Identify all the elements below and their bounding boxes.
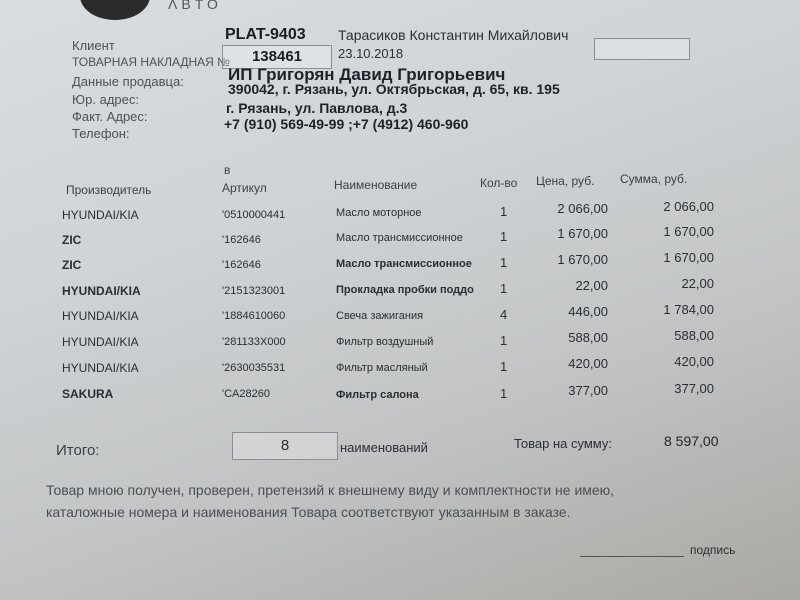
cell-qty: 1	[500, 386, 508, 401]
cell-manufacturer: HYUNDAI/KIA	[62, 335, 139, 349]
cell-sum: 1 784,00	[663, 302, 714, 317]
cell-article: '162646	[222, 234, 261, 246]
cell-sum: 2 066,00	[663, 199, 714, 214]
cell-article: '162646	[222, 259, 261, 271]
cell-qty: 1	[500, 255, 508, 270]
company-logo	[80, 0, 150, 20]
header-qty: Кол-во	[480, 176, 518, 190]
header-sum: Сумма, руб.	[620, 172, 688, 186]
order-id: PLAT-9403	[225, 26, 306, 43]
items-label: наименований	[340, 440, 428, 455]
cell-manufacturer: ZIC	[62, 233, 82, 247]
customer-name: Тарасиков Константин Михайлович	[338, 27, 569, 43]
cell-sum: 22,00	[681, 276, 714, 291]
cell-qty: 4	[500, 307, 508, 322]
column-note-mark: в	[224, 163, 231, 177]
actual-address-label: Факт. Адрес:	[72, 109, 148, 124]
empty-field-box	[594, 38, 690, 60]
cell-article: '1884610060	[222, 310, 286, 322]
header-price: Цена, руб.	[536, 174, 595, 188]
cell-price: 1 670,00	[557, 226, 608, 241]
cell-name: Фильтр масляный	[336, 362, 428, 374]
invoice-label: ТОВАРНАЯ НАКЛАДНАЯ №	[72, 55, 231, 69]
cell-qty: 1	[500, 359, 508, 374]
cell-qty: 1	[500, 204, 508, 219]
legal-address: 390042, г. Рязань, ул. Октябрьская, д. 65, кв. 195	[228, 81, 560, 97]
cell-name: Масло трансмиссионное	[336, 232, 463, 244]
cell-price: 446,00	[568, 304, 608, 319]
cell-article: '0510000441	[222, 209, 286, 221]
cell-name: Масло трансмиссионное	[336, 258, 472, 270]
logo-text-fragment: ΛΒΤΟ	[168, 0, 222, 12]
items-count: 8	[280, 437, 290, 454]
header-article: Артикул	[222, 181, 267, 195]
sum-value: 8 597,00	[664, 433, 719, 449]
cell-manufacturer: SAKURA	[62, 387, 114, 401]
cell-price: 1 670,00	[557, 252, 608, 267]
cell-sum: 377,00	[674, 381, 714, 396]
cell-price: 420,00	[568, 356, 608, 371]
header-manufacturer: Производитель	[66, 183, 152, 197]
cell-name: Фильтр воздушный	[336, 336, 434, 348]
phone-label: Телефон:	[72, 126, 130, 141]
cell-manufacturer: HYUNDAI/KIA	[62, 284, 141, 298]
legal-address-label: Юр. адрес:	[72, 92, 139, 107]
cell-name: Прокладка пробки поддо	[336, 284, 474, 296]
cell-price: 377,00	[568, 383, 608, 398]
signature-line	[580, 556, 684, 557]
acceptance-note-line-1: Товар мною получен, проверен, претензий к внешнему виду и комплектности не имею,	[46, 482, 615, 498]
items-count-box	[232, 432, 338, 460]
acceptance-note-line-2: каталожные номера и наименования Товара соответствуют указанным в заказе.	[46, 504, 571, 520]
client-label: Клиент	[72, 38, 115, 53]
invoice-date: 23.10.2018	[338, 46, 404, 61]
sum-label: Товар на сумму:	[514, 436, 612, 451]
signature-label: подпись	[690, 543, 736, 557]
cell-article: 'CA28260	[222, 388, 270, 400]
cell-manufacturer: HYUNDAI/KIA	[62, 208, 139, 222]
cell-manufacturer: HYUNDAI/KIA	[62, 309, 139, 323]
phone-number: +7 (910) 569-49-99 ;+7 (4912) 460-960	[224, 116, 469, 132]
actual-address: г. Рязань, ул. Павлова, д.3	[226, 100, 408, 116]
cell-name: Фильтр салона	[336, 389, 419, 401]
cell-manufacturer: ZIC	[62, 258, 82, 272]
invoice-number: 138461	[251, 48, 303, 65]
cell-name: Масло моторное	[336, 207, 422, 219]
cell-article: '2630035531	[222, 362, 286, 374]
cell-manufacturer: HYUNDAI/KIA	[62, 361, 139, 375]
cell-qty: 1	[500, 333, 508, 348]
cell-price: 22,00	[575, 278, 608, 293]
total-label: Итого:	[56, 442, 100, 459]
cell-price: 588,00	[568, 330, 608, 345]
cell-article: '281133X000	[222, 336, 286, 348]
cell-price: 2 066,00	[557, 201, 608, 216]
cell-name: Свеча зажигания	[336, 310, 424, 322]
cell-qty: 1	[500, 281, 508, 296]
cell-article: '2151323001	[222, 285, 286, 297]
cell-sum: 1 670,00	[663, 224, 714, 239]
cell-qty: 1	[500, 229, 508, 244]
header-name: Наименование	[334, 178, 418, 192]
cell-sum: 420,00	[674, 354, 714, 369]
cell-sum: 1 670,00	[663, 250, 714, 265]
seller-label: Данные продавца:	[72, 74, 184, 89]
seller-name: ИП Григорян Давид Григорьевич	[228, 65, 506, 84]
cell-sum: 588,00	[674, 328, 714, 343]
